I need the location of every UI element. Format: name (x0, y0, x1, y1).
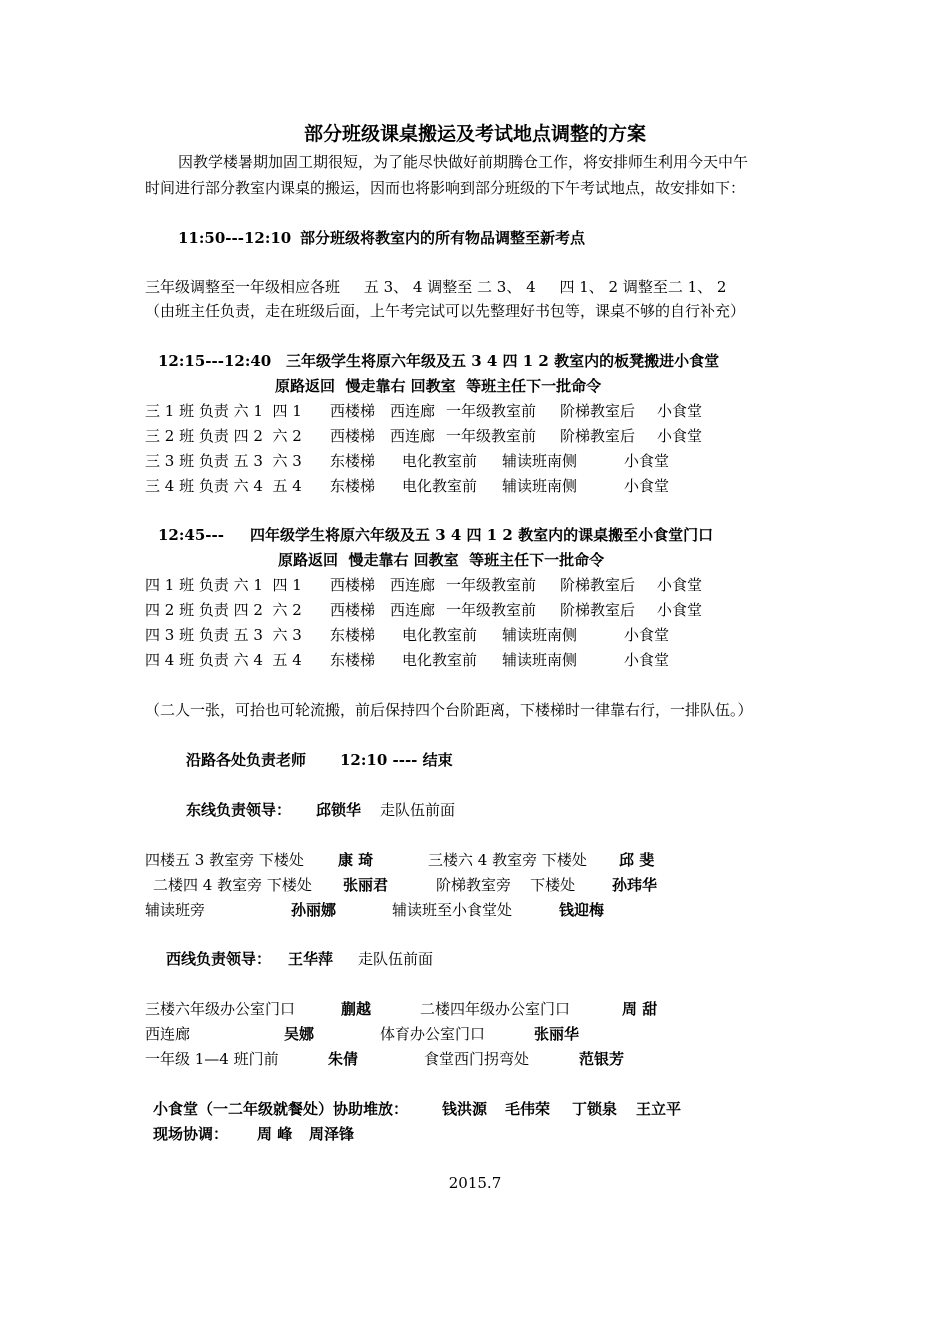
west-post-person: 吴娜 (284, 1025, 315, 1043)
canteen-person: 钱洪源 (442, 1100, 488, 1118)
route-row-stop: 辅读班南侧 (502, 477, 578, 495)
page-title: 部分班级课桌搬运及考试地点调整的方案 (303, 123, 646, 145)
step3-time: 12:45--- (158, 526, 224, 544)
west-post-person: 张丽华 (534, 1025, 580, 1043)
route-row-destination: 小食堂 (624, 452, 670, 470)
east-post-person: 张丽君 (343, 876, 389, 894)
canteen-person: 毛伟荣 (505, 1100, 551, 1118)
step2-time: 12:15---12:40 (158, 352, 272, 370)
route-row-stop: 阶梯教室后 (560, 601, 636, 619)
west-post-person: 朱倩 (328, 1050, 359, 1068)
step3-instruction: 原路返回 慢走靠右 回教室 等班主任下一批命令 (278, 551, 605, 569)
intro-line-2: 时间进行部分教室内课桌的搬运，因而也将影响到部分班级的下午考试地点，故安排如下： (145, 179, 746, 197)
west-post-person: 周 甜 (622, 1000, 658, 1018)
step1-task: 部分班级将教室内的所有物品调整至新考点 (300, 229, 586, 247)
east-post-person: 钱迎梅 (559, 901, 605, 919)
route-row-class: 四 1 班 负责 六 1 四 1 (145, 576, 302, 594)
route-row-destination: 小食堂 (657, 576, 703, 594)
document-date: 2015.7 (448, 1174, 502, 1192)
east-leader-name: 邱锁华 (316, 801, 362, 819)
teachers-label: 沿路各处负责老师 (186, 751, 307, 769)
route-row-class: 四 3 班 负责 五 3 六 3 (145, 626, 302, 644)
route-row-destination: 小食堂 (657, 427, 703, 445)
route-row-class: 三 4 班 负责 六 4 五 4 (145, 477, 302, 495)
site-coordination-person: 周 峰 (257, 1125, 293, 1143)
route-row-stop: 西连廊 (390, 427, 436, 445)
route-row-destination: 小食堂 (624, 477, 670, 495)
east-post-place: 三楼六 4 教室旁 下楼处 (428, 851, 587, 869)
route-row-stop: 阶梯教室后 (560, 576, 636, 594)
west-post-place: 体育办公室门口 (380, 1025, 486, 1043)
step3-task: 四年级学生将原六年级及五 3 4 四 1 2 教室内的课桌搬至小食堂门口 (250, 526, 714, 544)
east-post-person: 康 琦 (338, 851, 374, 869)
intro-line-1: 因教学楼暑期加固工期很短，为了能尽快做好前期腾仓工作，将安排师生利用今天中午 (178, 153, 749, 171)
route-row-destination: 小食堂 (624, 651, 670, 669)
route-row-stairs: 东楼梯 (330, 477, 376, 495)
east-post-place: 四楼五 3 教室旁 下楼处 (145, 851, 304, 869)
east-post-place: 辅读班至小食堂处 (392, 901, 513, 919)
route-row-stairs: 东楼梯 (330, 452, 376, 470)
canteen-person: 王立平 (636, 1100, 682, 1118)
east-post-person: 孙丽娜 (291, 901, 337, 919)
west-leader-label: 西线负责领导： (166, 950, 272, 968)
step1-detail: 三年级调整至一年级相应各班 五 3、 4 调整至 二 3、 4 四 1、 2 调整至二 1、 2 (145, 278, 727, 296)
route-row-destination: 小食堂 (657, 601, 703, 619)
canteen-label: 小食堂（一二年级就餐处）协助堆放： (153, 1100, 409, 1118)
route-row-stairs: 东楼梯 (330, 651, 376, 669)
step2-instruction: 原路返回 慢走靠右 回教室 等班主任下一批命令 (275, 377, 602, 395)
route-row-stop: 一年级教室前 (446, 576, 537, 594)
route-row-stop: 阶梯教室后 (560, 402, 636, 420)
west-post-place: 三楼六年级办公室门口 (145, 1000, 296, 1018)
west-post-place: 食堂西门拐弯处 (424, 1050, 530, 1068)
site-coordination-label: 现场协调： (153, 1125, 229, 1143)
route-row-class: 四 2 班 负责 四 2 六 2 (145, 601, 302, 619)
route-row-class: 三 1 班 负责 六 1 四 1 (145, 402, 302, 420)
route-row-stop: 电化教室前 (402, 452, 478, 470)
carry-note: （二人一张，可抬也可轮流搬，前后保持四个台阶距离，下楼梯时一律靠右行，一排队伍。） (145, 701, 753, 719)
west-post-place: 西连廊 (145, 1025, 191, 1043)
route-row-stop: 西连廊 (390, 402, 436, 420)
route-row-stop: 一年级教室前 (446, 601, 537, 619)
route-row-stop: 电化教室前 (402, 651, 478, 669)
step2-task: 三年级学生将原六年级及五 3 4 四 1 2 教室内的板凳搬进小食堂 (286, 352, 720, 370)
route-row-stop: 电化教室前 (402, 477, 478, 495)
route-row-stairs: 东楼梯 (330, 626, 376, 644)
route-row-destination: 小食堂 (624, 626, 670, 644)
canteen-person: 丁锁泉 (572, 1100, 618, 1118)
route-row-stairs: 西楼梯 (330, 601, 376, 619)
west-post-place: 一年级 1—4 班门前 (145, 1050, 279, 1068)
route-row-class: 三 3 班 负责 五 3 六 3 (145, 452, 302, 470)
west-leader-position: 走队伍前面 (358, 950, 434, 968)
route-row-stop: 阶梯教室后 (560, 427, 636, 445)
route-row-stop: 西连廊 (390, 601, 436, 619)
route-row-stop: 西连廊 (390, 576, 436, 594)
route-row-stairs: 西楼梯 (330, 402, 376, 420)
west-leader-name: 王华萍 (288, 950, 334, 968)
route-row-stop: 辅读班南侧 (502, 651, 578, 669)
route-row-stairs: 西楼梯 (330, 576, 376, 594)
teachers-time: 12:10 ---- 结束 (340, 751, 453, 769)
west-post-person: 蒯越 (341, 1000, 372, 1018)
east-leader-position: 走队伍前面 (380, 801, 456, 819)
step1-note: （由班主任负责，走在班级后面，上午考完试可以先整理好书包等，课桌不够的自行补充） (145, 302, 746, 320)
step1-time: 11:50---12:10 (178, 229, 292, 247)
east-post-place: 阶梯教室旁 下楼处 (436, 876, 576, 894)
route-row-class: 三 2 班 负责 四 2 六 2 (145, 427, 302, 445)
site-coordination-person: 周泽锋 (309, 1125, 355, 1143)
route-row-stop: 电化教室前 (402, 626, 478, 644)
route-row-stop: 一年级教室前 (446, 427, 537, 445)
west-post-place: 二楼四年级办公室门口 (420, 1000, 571, 1018)
east-post-place: 二楼四 4 教室旁 下楼处 (153, 876, 312, 894)
east-post-person: 孙玮华 (612, 876, 658, 894)
east-post-person: 邱 斐 (619, 851, 655, 869)
west-post-person: 范银芳 (579, 1050, 625, 1068)
east-post-place: 辅读班旁 (145, 901, 206, 919)
route-row-stop: 辅读班南侧 (502, 626, 578, 644)
route-row-class: 四 4 班 负责 六 4 五 4 (145, 651, 302, 669)
route-row-stop: 辅读班南侧 (502, 452, 578, 470)
route-row-stop: 一年级教室前 (446, 402, 537, 420)
route-row-stairs: 西楼梯 (330, 427, 376, 445)
east-leader-label: 东线负责领导： (186, 801, 292, 819)
route-row-destination: 小食堂 (657, 402, 703, 420)
